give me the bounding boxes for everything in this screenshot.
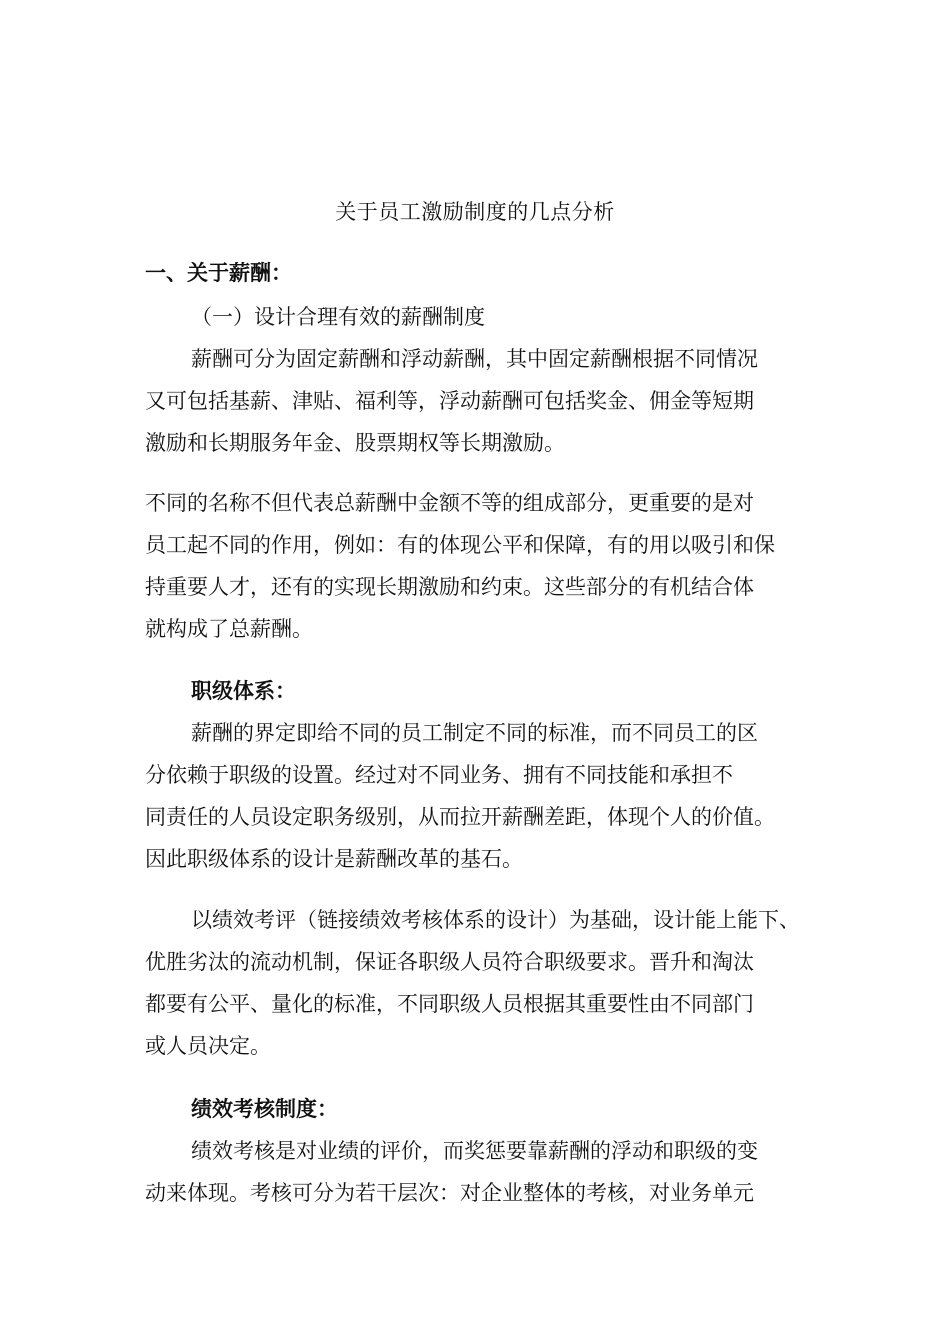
heading-rank-text: 职级体系：	[191, 679, 296, 703]
paragraph-line: 激励和长期服务年金、股票期权等长期激励。	[145, 431, 565, 455]
paragraph-line: 薪酬可分为固定薪酬和浮动薪酬，其中固定薪酬根据不同情况	[191, 347, 758, 371]
paragraph-line: 同责任的人员设定职务级别，从而拉开薪酬差距，体现个人的价值。	[145, 805, 775, 829]
section-heading-text: 一、关于薪酬：	[145, 261, 292, 285]
paragraph-line: 因此职级体系的设计是薪酬改革的基石。	[145, 847, 523, 871]
paragraph-line: 不同的名称不但代表总薪酬中金额不等的组成部分，更重要的是对	[145, 491, 754, 515]
paragraph-line: 分依赖于职级的设置。经过对不同业务、拥有不同技能和承担不	[145, 763, 733, 787]
paragraph-line: 动来体现。考核可分为若干层次：对企业整体的考核，对业务单元	[145, 1181, 754, 1205]
paragraph-3	[145, 712, 813, 880]
paragraph-line: 薪酬的界定即给不同的员工制定不同的标准，而不同员工的区	[191, 721, 758, 745]
document-title: 关于员工激励制度的几点分析	[335, 200, 615, 224]
paragraph-line: 员工起不同的作用，例如：有的体现公平和保障，有的用以吸引和保	[145, 533, 775, 557]
paragraph-1	[145, 338, 813, 464]
paragraph-line: 以绩效考评（链接绩效考核体系的设计）为基础，设计能上能下、	[191, 908, 800, 932]
paragraph-line: 持重要人才，还有的实现长期激励和约束。这些部分的有机结合体	[145, 575, 754, 599]
heading-performance-text: 绩效考核制度：	[191, 1097, 338, 1121]
subsection-heading	[145, 296, 813, 338]
heading-performance	[145, 1088, 813, 1130]
paragraph-line: 绩效考核是对业绩的评价，而奖惩要靠薪酬的浮动和职级的变	[191, 1139, 758, 1163]
subsection-heading-text: （一）设计合理有效的薪酬制度	[191, 305, 485, 329]
paragraph-5	[145, 1130, 813, 1214]
paragraph-line: 就构成了总薪酬。	[145, 617, 313, 641]
section-heading-salary	[145, 252, 813, 294]
paragraph-4	[145, 899, 813, 1067]
paragraph-2	[145, 482, 813, 650]
paragraph-line: 或人员决定。	[145, 1034, 271, 1058]
paragraph-line: 又可包括基薪、津贴、福利等，浮动薪酬可包括奖金、佣金等短期	[145, 389, 754, 413]
heading-rank-system	[145, 670, 813, 712]
paragraph-line: 都要有公平、量化的标准，不同职级人员根据其重要性由不同部门	[145, 992, 754, 1016]
paragraph-line: 优胜劣汰的流动机制，保证各职级人员符合职级要求。晋升和淘汰	[145, 950, 754, 974]
